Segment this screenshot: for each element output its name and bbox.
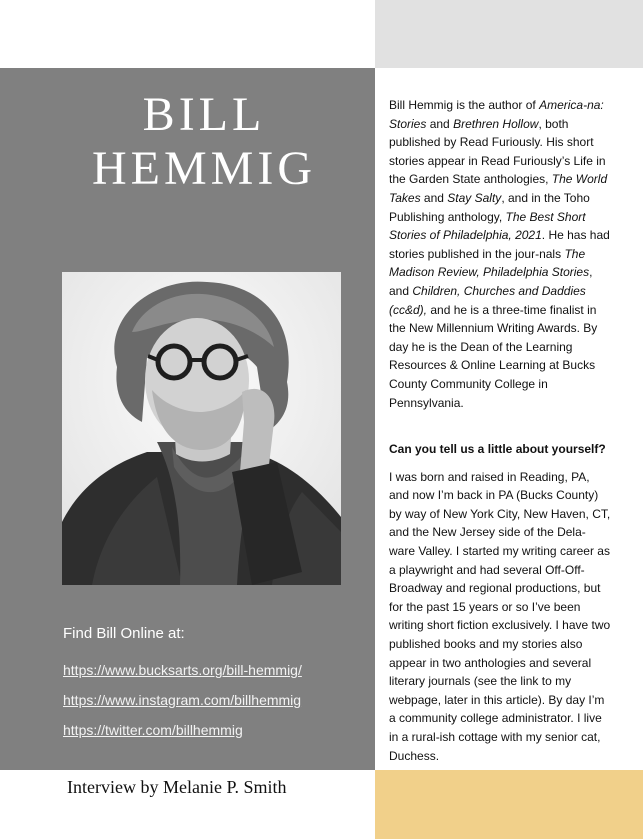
title-line-first: BILL	[142, 88, 266, 141]
top-right-color-block	[375, 0, 643, 68]
author-bio	[389, 96, 611, 412]
bio-text-1: Bill Hemmig is the author of	[389, 98, 540, 112]
bio-anthology-stay-salty: Stay Salty	[447, 190, 502, 205]
find-online-heading: Find Bill Online at:	[63, 625, 185, 642]
author-name-title	[0, 88, 408, 196]
interview-answer: I was born and raised in Reading, PA, and now I’m back in PA (Bucks County) by way of New York City, New Haven, CT, and the New Jersey side of the Dela-ware Valley. I started my writing career as a playwright and had several Off-Off-Broadway and regional productions, but for the past 15 years or so I’ve been writing short fiction exclusively. I have two published books and my stories also appear in two anthologies and several literary journals (see the link to my webpage, later in this article). By day I’m a community college administrator. I live in a rural-ish cottage with my senior cat, Duchess.	[389, 469, 611, 763]
twitter-link[interactable]: https://twitter.com/billhemmig	[63, 722, 243, 738]
bio-anthology-world-takes: The World Takes	[389, 172, 608, 205]
bio-journals: The Madison Review, Philadelphia Stories	[389, 246, 590, 280]
bio-text-6: . He has had stories published in the jour-nals	[389, 228, 610, 261]
bio-text-2: and	[426, 116, 454, 131]
instagram-link[interactable]: https://www.instagram.com/billhemmig	[63, 692, 302, 708]
article-text-column	[389, 96, 611, 765]
find-online-section	[63, 624, 363, 750]
interview-question: Can you tell us a little about yourself?	[389, 442, 606, 457]
title-line-last: HEMMIG	[92, 142, 316, 195]
bottom-right-color-block	[375, 770, 643, 839]
bio-anthology-best-short-stories: The Best Short Stories of Philadelphia, 2021	[389, 209, 586, 243]
bio-text-3: , both published by Read Furiously. His short stories appear in Read Furiously’s Life in the Garden State anthologies,	[389, 116, 606, 187]
bio-text-5: , and in the Toho Publishing anthology,	[389, 190, 590, 224]
interview-byline: Interview by Melanie P. Smith	[67, 777, 287, 797]
bio-book-brethren-hollow: Brethren Hollow	[453, 116, 539, 131]
bio-book-americana: America-na: Stories	[389, 98, 604, 131]
bio-text-7: , and	[389, 265, 593, 298]
portrait-photo	[62, 272, 341, 585]
portrait-illustration	[62, 272, 341, 585]
bio-text-8: and he is a three-time finalist in the New Millennium Writing Awards. By day he is the Dean of the Learning Resources & Online Learning at Bucks County Community College in Pennsylvania.	[389, 302, 598, 410]
bio-text-4: and	[420, 190, 448, 205]
bio-journal-ccd: Children, Churches and Daddies (cc&d),	[389, 283, 586, 317]
bucksarts-link[interactable]: https://www.bucksarts.org/bill-hemmig/	[63, 662, 302, 678]
